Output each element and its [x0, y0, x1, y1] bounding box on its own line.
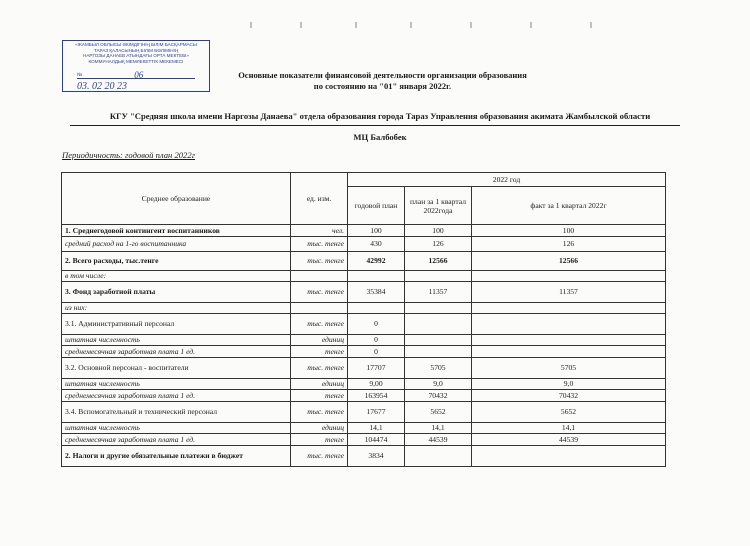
row-annual-plan-cell: 0 — [348, 346, 405, 358]
financial-indicators-table — [61, 172, 666, 467]
stamp-line: ТАРАЗ ҚАЛАСЫНЫҢ БІЛІМ БӨЛІМІНІҢ — [93, 47, 179, 53]
row-annual-plan-cell — [348, 271, 405, 282]
row-q1-fact-cell: 44539 — [472, 434, 666, 446]
row-q1-plan-cell: 44539 — [405, 434, 472, 446]
row-name-cell: 3. Фонд заработной платы — [62, 282, 291, 303]
row-annual-plan-cell: 9,00 — [348, 379, 405, 390]
row-unit-cell: тыс. тенге — [291, 252, 348, 271]
row-q1-fact-cell: 70432 — [472, 390, 666, 402]
column-header-annual-plan: годовой план — [348, 187, 405, 225]
row-q1-fact-cell: 126 — [472, 237, 666, 252]
row-annual-plan-cell: 0 — [348, 335, 405, 346]
table-row — [62, 346, 666, 358]
row-unit-cell: единиц — [291, 423, 348, 434]
row-name-cell: 3.4. Вспомогательный и технический персонал — [62, 402, 291, 423]
column-header-year: 2022 год — [348, 173, 666, 187]
table-row — [62, 434, 666, 446]
row-annual-plan-cell: 14,1 — [348, 423, 405, 434]
row-unit-cell: тыс. тенге — [291, 402, 348, 423]
row-annual-plan-cell: 35384 — [348, 282, 405, 303]
row-q1-plan-cell: 70432 — [405, 390, 472, 402]
stamp-number-field — [77, 72, 195, 79]
row-q1-plan-cell — [405, 446, 472, 467]
table-row — [62, 423, 666, 434]
stamp-number: 06 — [134, 70, 144, 80]
row-name-cell: 1. Среднегодовой контингент воспитанников — [62, 225, 291, 237]
sub-organization: МЦ Балбобек — [353, 132, 407, 142]
row-q1-plan-cell: 11357 — [405, 282, 472, 303]
row-q1-plan-cell — [405, 271, 472, 282]
table-row — [62, 271, 666, 282]
row-q1-plan-cell — [405, 335, 472, 346]
row-q1-fact-cell — [472, 303, 666, 314]
row-name-cell: штатная численность — [62, 423, 291, 434]
row-q1-plan-cell: 100 — [405, 225, 472, 237]
row-q1-plan-cell: 12566 — [405, 252, 472, 271]
row-annual-plan-cell: 104474 — [348, 434, 405, 446]
periodicity-label: Периодичность: годовой план 2022г — [62, 150, 195, 160]
organization-name: КГУ "Средняя школа имени Наргозы Данаева" отдела образования города Тараз Управления образования акимата Жамбылской области — [109, 111, 651, 121]
row-name-cell: из них: — [62, 303, 291, 314]
row-unit-cell: тенге — [291, 390, 348, 402]
row-name-cell: 2. Налоги и другие обязательные платежи в бюджет — [62, 446, 291, 467]
scan-mark — [410, 22, 412, 28]
column-header-q1-fact: факт за 1 квартал 2022г — [472, 187, 666, 225]
scan-mark — [530, 22, 532, 28]
row-annual-plan-cell: 430 — [348, 237, 405, 252]
row-annual-plan-cell: 17707 — [348, 358, 405, 379]
column-header-q1-plan: план за 1 квартал 2022года — [405, 187, 472, 225]
row-q1-plan-cell: 9,0 — [405, 379, 472, 390]
column-header-name: Среднее образование — [62, 173, 291, 225]
table-body — [62, 225, 666, 467]
stamp-line: «ЖАМБЫЛ ОБЛЫСЫ ӘКІМДІГІНІҢ БІЛІМ БАСҚАРМАСЫ — [75, 42, 197, 47]
row-annual-plan-cell: 42992 — [348, 252, 405, 271]
title-line-1: Основные показатели финансовой деятельности организации образования — [238, 70, 527, 80]
page-title — [210, 70, 555, 92]
row-q1-plan-cell: 5652 — [405, 402, 472, 423]
row-name-cell: 3.2. Основной персонал - воспитатели — [62, 358, 291, 379]
row-annual-plan-cell — [348, 303, 405, 314]
row-name-cell: штатная численность — [62, 335, 291, 346]
row-q1-fact-cell: 12566 — [472, 252, 666, 271]
row-q1-plan-cell: 5705 — [405, 358, 472, 379]
row-q1-plan-cell — [405, 303, 472, 314]
row-q1-fact-cell: 11357 — [472, 282, 666, 303]
row-q1-fact-cell — [472, 346, 666, 358]
stamp-number-label: № — [77, 72, 83, 78]
row-q1-fact-cell — [472, 335, 666, 346]
row-unit-cell: чел. — [291, 225, 348, 237]
row-name-cell: штатная численность — [62, 379, 291, 390]
divider — [70, 125, 680, 126]
scan-mark — [300, 22, 302, 28]
table-row — [62, 379, 666, 390]
title-line-2: по состоянию на "01" января 2022г. — [313, 81, 452, 91]
row-unit-cell — [291, 271, 348, 282]
row-name-cell: 2. Всего расходы, тыс.тенге — [62, 252, 291, 271]
row-name-cell: среднемесячная заработная плата 1 ед. — [62, 390, 291, 402]
row-q1-fact-cell: 5652 — [472, 402, 666, 423]
table-row — [62, 358, 666, 379]
scan-mark — [590, 22, 592, 28]
row-unit-cell: тыс. тенге — [291, 314, 348, 335]
row-q1-fact-cell — [472, 271, 666, 282]
row-unit-cell: тыс. тенге — [291, 358, 348, 379]
row-unit-cell: единиц — [291, 379, 348, 390]
table-row — [62, 282, 666, 303]
stamp-line: КОММУНАЛДЫҚ МЕМЛЕКЕТТІК МЕКЕМЕСІ — [88, 58, 184, 64]
table-row — [62, 225, 666, 237]
row-name-cell: в том числе: — [62, 271, 291, 282]
row-q1-plan-cell: 14,1 — [405, 423, 472, 434]
registration-stamp — [62, 40, 210, 92]
row-unit-cell: тыс. тенге — [291, 282, 348, 303]
row-name-cell: средний расход на 1-го воспитанника — [62, 237, 291, 252]
row-annual-plan-cell: 17677 — [348, 402, 405, 423]
row-q1-fact-cell: 5705 — [472, 358, 666, 379]
row-annual-plan-cell: 3834 — [348, 446, 405, 467]
row-unit-cell: единиц — [291, 335, 348, 346]
row-q1-fact-cell — [472, 314, 666, 335]
row-name-cell: среднемесячная заработная плата 1 ед. — [62, 346, 291, 358]
stamp-line: НАРГОЗЫ ДАНАЕВ АТЫНДАҒЫ ОРТА МЕКТЕБІ» — [83, 53, 189, 59]
row-unit-cell — [291, 303, 348, 314]
stamp-date: 03. 02 20 23 — [77, 81, 127, 93]
table-row — [62, 390, 666, 402]
row-q1-fact-cell: 9,0 — [472, 379, 666, 390]
table-row — [62, 402, 666, 423]
row-name-cell: 3.1. Административный персонал — [62, 314, 291, 335]
table-row — [62, 314, 666, 335]
column-header-unit: ед. изм. — [291, 173, 348, 225]
table-row — [62, 252, 666, 271]
table-row — [62, 446, 666, 467]
row-annual-plan-cell: 0 — [348, 314, 405, 335]
row-q1-fact-cell: 100 — [472, 225, 666, 237]
row-q1-fact-cell — [472, 446, 666, 467]
row-unit-cell: тенге — [291, 434, 348, 446]
row-q1-plan-cell: 126 — [405, 237, 472, 252]
table-row — [62, 335, 666, 346]
row-q1-plan-cell — [405, 314, 472, 335]
row-unit-cell: тыс. тенге — [291, 446, 348, 467]
table-row — [62, 303, 666, 314]
row-unit-cell: тыс. тенге — [291, 237, 348, 252]
table-row — [62, 237, 666, 252]
row-q1-plan-cell — [405, 346, 472, 358]
row-name-cell: среднемесячная заработная плата 1 ед. — [62, 434, 291, 446]
row-unit-cell: тенге — [291, 346, 348, 358]
scan-mark — [250, 22, 252, 28]
scan-mark — [470, 22, 472, 28]
scan-mark — [355, 22, 357, 28]
row-q1-fact-cell: 14,1 — [472, 423, 666, 434]
row-annual-plan-cell: 163954 — [348, 390, 405, 402]
row-annual-plan-cell: 100 — [348, 225, 405, 237]
